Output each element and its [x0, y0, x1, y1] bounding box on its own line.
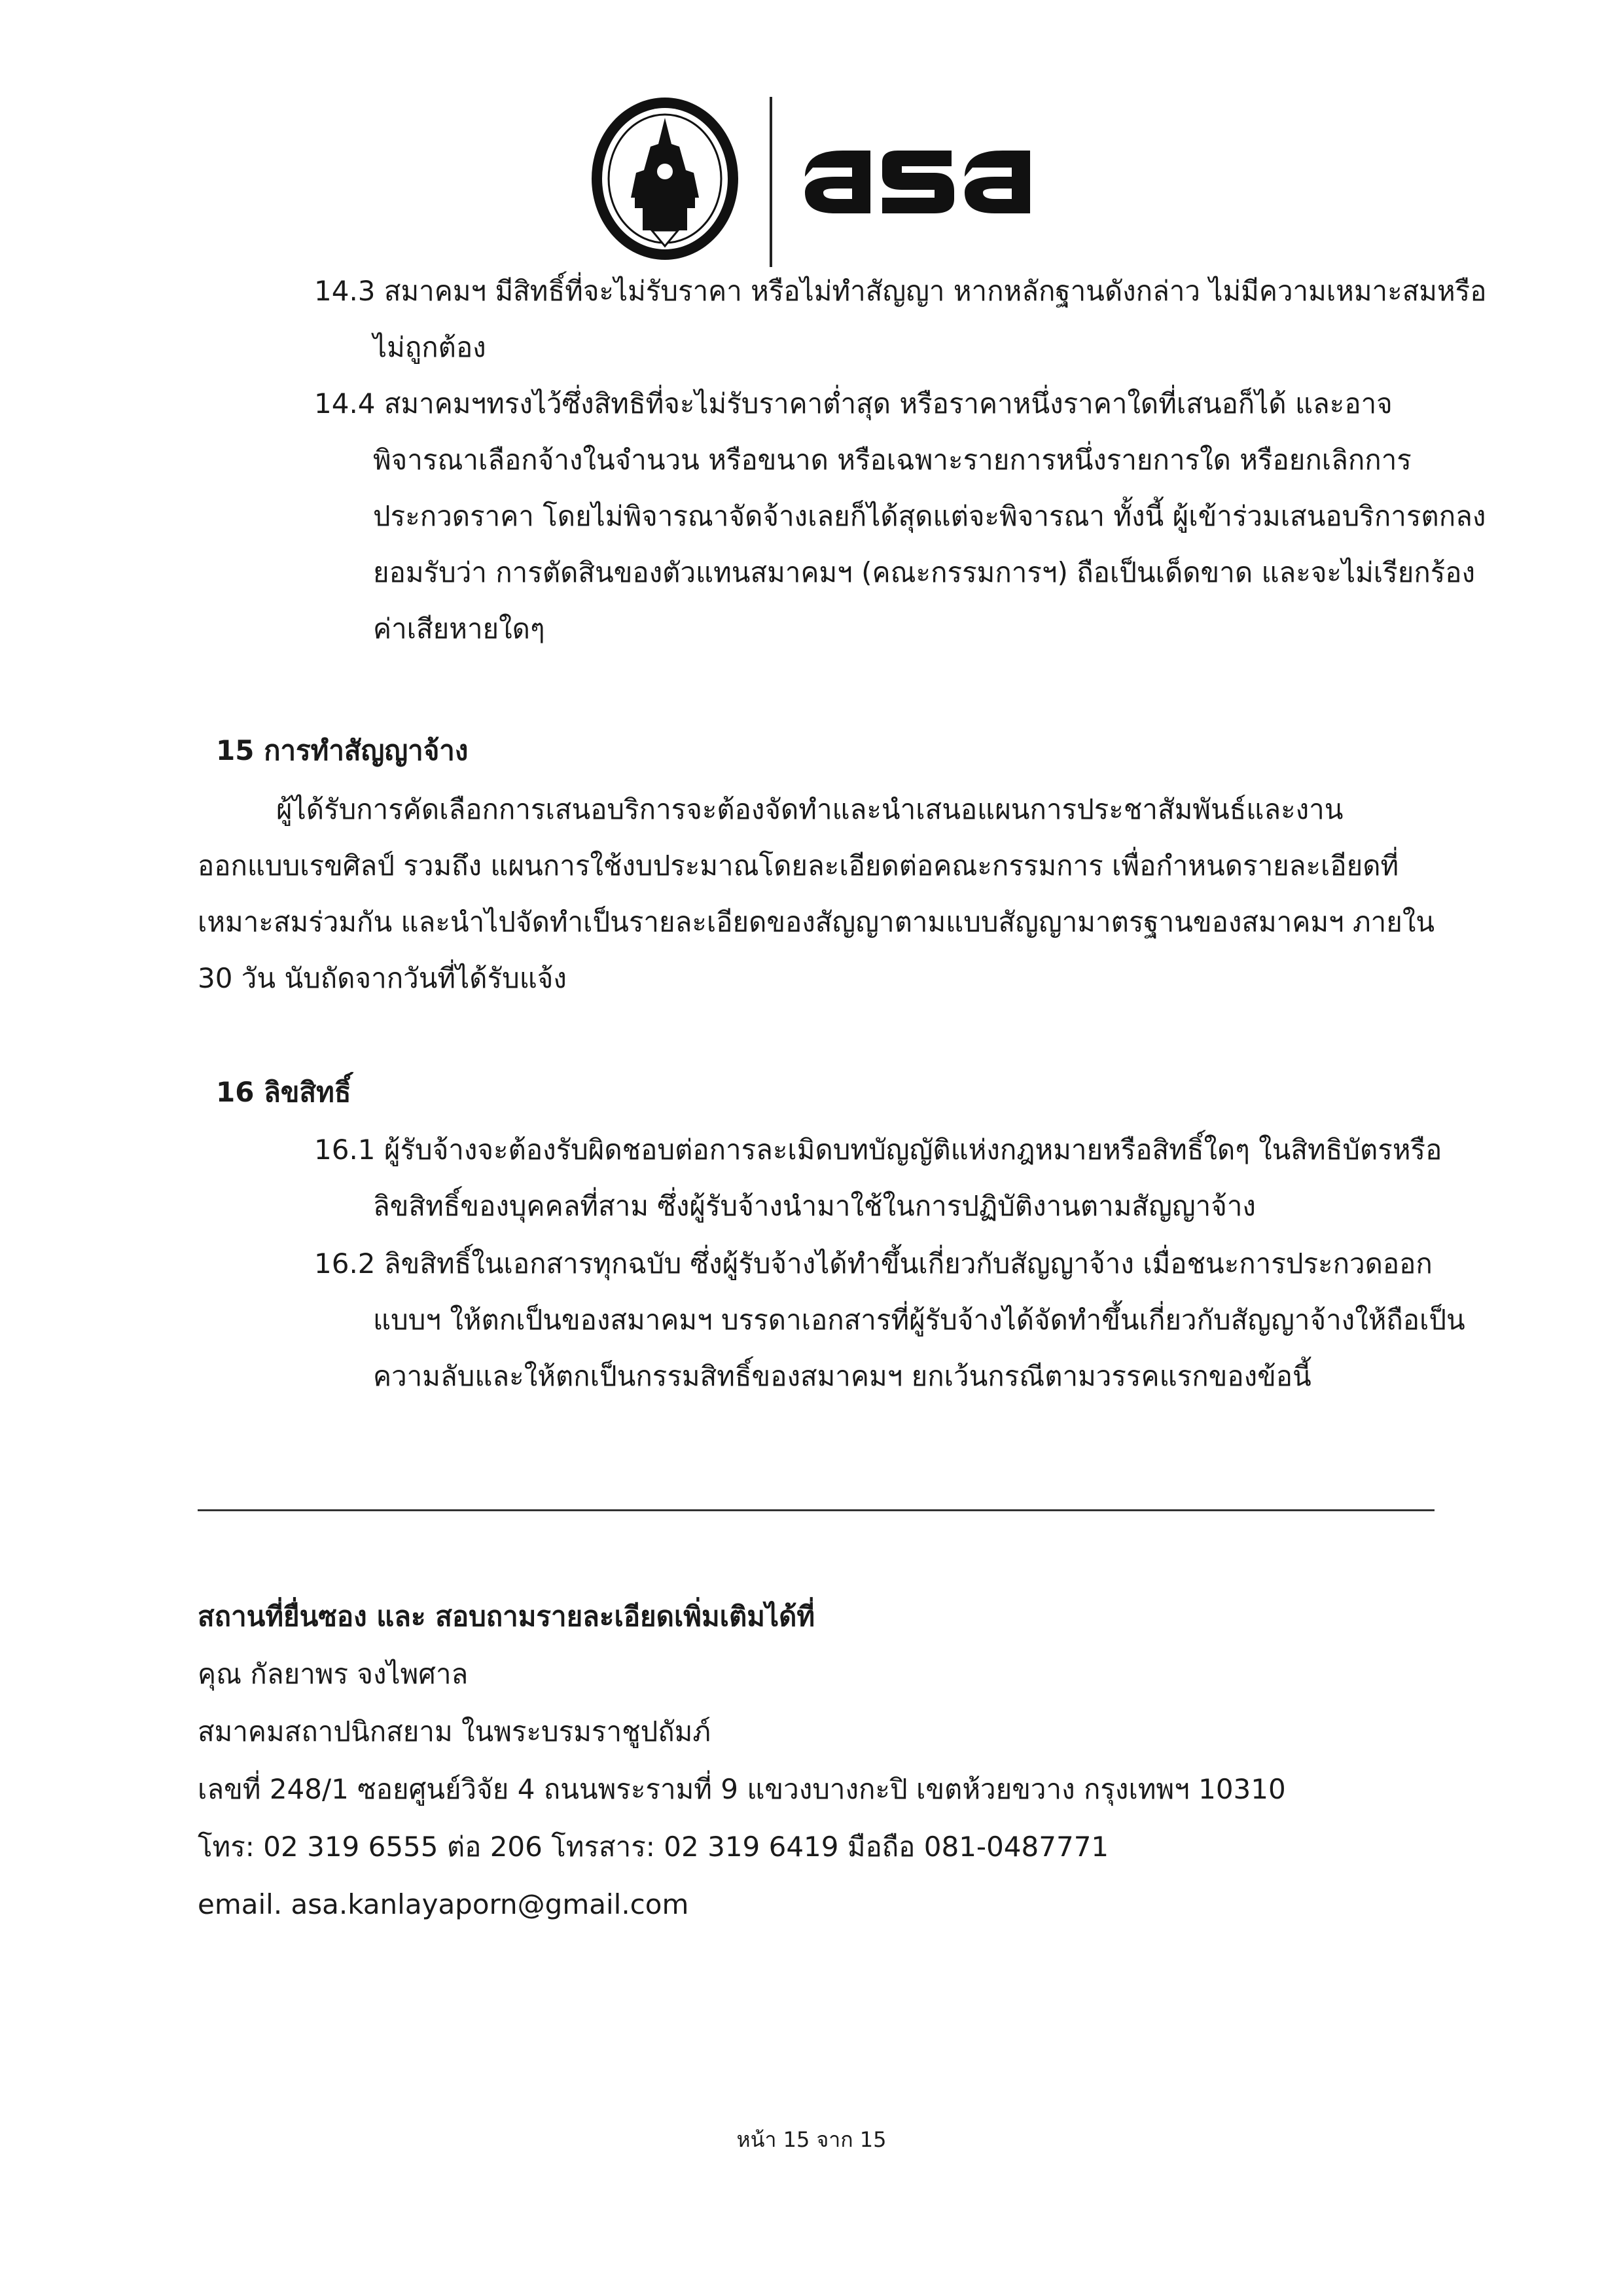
contact-org: สมาคมสถาปนิกสยาม ในพระบรมราชูปถัมภ์	[198, 1715, 711, 1748]
clause-14-3: 14.3 สมาคมฯ มีสิทธิ์ที่จะไม่รับราคา หรือไม่ทำสัญญา หากหลักฐานดังกล่าว ไม่มีความเหมาะสมหรือไม่ถูกต้อง	[314, 275, 1487, 363]
contact-name: คุณ กัลยาพร จงไพศาล	[198, 1658, 469, 1690]
contact-title: สถานที่ยื่นซอง และ สอบถามรายละเอียดเพิ่มเติมได้ที่	[198, 1600, 815, 1632]
page-number: หน้า 15 จาก 15	[736, 2127, 887, 2152]
section-divider	[198, 1509, 1435, 1511]
contact-block	[198, 1588, 1441, 1933]
section-15-body: ผู้ได้รับการคัดเลือกการเสนอบริการจะต้องจัดทำและนำเสนอแผนการประชาสัมพันธ์และงานออกแบบเรขศิลป์ รวมถึง แผนการใช้งบประมาณโดยละเอียดต่อคณะกรรมการ เพื่อกำหนดรายละเอียดที่เหมาะสมร่วมกัน และนำไปจัดทำเป็นรายละเอียดของสัญญาตามแบบสัญญามาตรฐานของสมาคมฯ ภายใน 30 วัน นับถัดจากวันที่ได้รับแจ้ง	[198, 793, 1435, 994]
clause-16-2: 16.2 ลิขสิทธิ์ในเอกสารทุกฉบับ ซึ่งผู้รับจ้างได้ทำขึ้นเกี่ยวกับสัญญาจ้าง เมื่อชนะการประกวดออกแบบฯ ให้ตกเป็นของสมาคมฯ บรรดาเอกสารที่ผู้รับจ้างได้จัดทำขึ้นเกี่ยวกับสัญญาจ้างให้ถือเป็นความลับและให้ตกเป็นกรรมสิทธิ์ของสมาคมฯ ยกเว้นกรณีตามวรรคแรกของข้อนี้	[314, 1247, 1465, 1392]
contact-phone: โทร: 02 319 6555 ต่อ 206 โทรสาร: 02 319 6419 มือถือ 081-0487771	[198, 1831, 1109, 1863]
contact-address: เลขที่ 248/1 ซอยศูนย์วิจัย 4 ถนนพระรามที่ 9 แขวงบางกะปิ เขตห้วยขวาง กรุงเทพฯ 10310	[198, 1773, 1286, 1805]
asa-seal-logo	[588, 93, 742, 264]
section-15-heading: 15 การทำสัญญาจ้าง	[216, 734, 469, 766]
asa-brand-logo	[800, 136, 1051, 221]
header-divider	[770, 97, 772, 267]
contact-email: email. asa.kanlayaporn@gmail.com	[198, 1888, 689, 1920]
clause-16-1: 16.1 ผู้รับจ้างจะต้องรับผิดชอบต่อการละเมิดบทบัญญัติแห่งกฎหมายหรือสิทธิ์ใดๆ ในสิทธิบัตรหรือลิขสิทธิ์ของบุคคลที่สาม ซึ่งผู้รับจ้างนำมาใช้ในการปฏิบัติงานตามสัญญาจ้าง	[314, 1134, 1442, 1222]
section-16-heading: 16 ลิขสิทธิ์	[216, 1076, 351, 1108]
page-header	[0, 84, 1623, 274]
clause-14-4: 14.4 สมาคมฯทรงไว้ซึ่งสิทธิที่จะไม่รับราคาต่ำสุด หรือราคาหนึ่งราคาใดที่เสนอก็ได้ และอาจพิจารณาเลือกจ้างในจำนวน หรือขนาด หรือเฉพาะรายการหนึ่งรายการใด หรือยกเลิกการประกวดราคา โดยไม่พิจารณาจัดจ้างเลยก็ได้สุดแต่จะพิจารณา ทั้งนี้ ผู้เข้าร่วมเสนอบริการตกลงยอมรับว่า การตัดสินของตัวแทนสมาคมฯ (คณะกรรมการฯ) ถือเป็นเด็ดขาด และจะไม่เรียกร้องค่าเสียหายใดๆ	[314, 387, 1486, 645]
